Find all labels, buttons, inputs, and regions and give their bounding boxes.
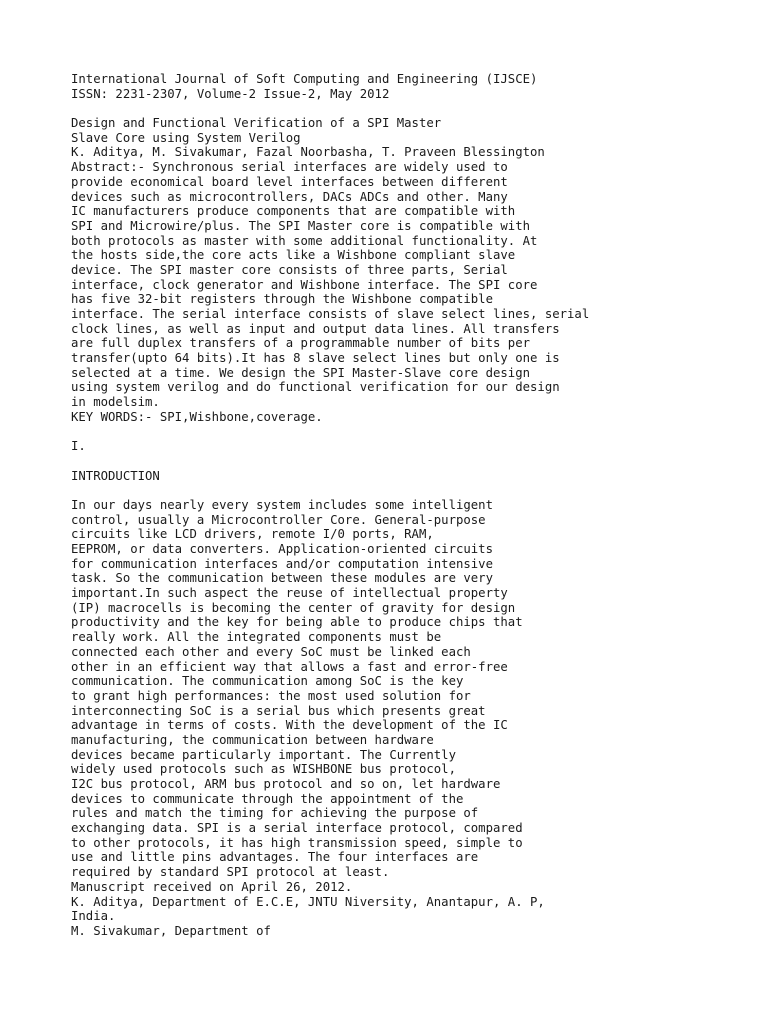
introduction-line: task. So the communication between these modules are very (71, 571, 493, 586)
paper-title (71, 116, 751, 145)
abstract-line: provide economical board level interfaces between different (71, 174, 508, 189)
introduction-line: control, usually a Microcontroller Core. General-purpose (71, 512, 486, 527)
abstract-line: devices such as microcontrollers, DACs ADCs and other. Many (71, 189, 508, 204)
introduction-line: required by standard SPI protocol at least. (71, 865, 390, 880)
introduction-line: interconnecting SoC is a serial bus which presents great (71, 703, 486, 718)
introduction-line: India. (71, 909, 116, 924)
introduction-line: K. Aditya, Department of E.C.E, JNTU Niversity, Anantapur, A. P, (71, 894, 545, 909)
section-title: INTRODUCTION (71, 468, 160, 483)
journal-title: International Journal of Soft Computing and Engineering (IJSCE) (71, 72, 538, 86)
abstract-line: are full duplex transfers of a programmable number of bits per (71, 336, 531, 351)
introduction-line: I2C bus protocol, ARM bus protocol and so on, let hardware (71, 777, 501, 791)
spacer (71, 425, 751, 440)
introduction-line: manufacturing, the communication between hardware (71, 732, 434, 747)
paper-title-line: Design and Functional Verification of a SPI Master (71, 116, 442, 131)
abstract-line: selected at a time. We design the SPI Master-Slave core design (71, 365, 531, 380)
introduction-body (71, 498, 751, 939)
paper-text (71, 72, 751, 939)
abstract-line: transfer(upto 64 bits).It has 8 slave select lines but only one is (71, 351, 560, 366)
introduction-line: use and little pins advantages. The four interfaces are (71, 850, 479, 865)
abstract-line: in modelsim. (71, 395, 160, 410)
introduction-line: devices became particularly important. The Currently (71, 747, 456, 762)
paper-title-line: Slave Core using System Verilog (71, 130, 301, 145)
abstract-line: interface, clock generator and Wishbone interface. The SPI core (71, 277, 538, 292)
introduction-line: communication. The communication among SoC is the key (71, 674, 464, 689)
abstract-line: Abstract:- Synchronous serial interfaces are widely used to (71, 160, 508, 175)
spacer (71, 483, 751, 498)
introduction-line: widely used protocols such as WISHBONE bus protocol, (71, 762, 456, 777)
spacer (71, 101, 751, 116)
introduction-line: Manuscript received on April 26, 2012. (71, 879, 353, 894)
section-number: I. (71, 439, 86, 454)
abstract (71, 160, 751, 410)
abstract-line: clock lines, as well as input and output data lines. All transfers (71, 321, 560, 336)
introduction-line: connected each other and every SoC must be linked each (71, 644, 471, 659)
introduction-line: rules and match the timing for achieving the purpose of (71, 806, 479, 821)
abstract-line: both protocols as master with some additional functionality. At (71, 233, 538, 248)
abstract-line: IC manufacturers produce components that are compatible with (71, 204, 516, 219)
introduction-line: for communication interfaces and/or computation intensive (71, 556, 493, 571)
introduction-line: really work. All the integrated components must be (71, 630, 442, 645)
abstract-line: using system verilog and do functional verification for our design (71, 380, 560, 395)
introduction-line: exchanging data. SPI is a serial interface protocol, compared (71, 821, 523, 836)
abstract-line: the hosts side,the core acts like a Wishbone compliant slave (71, 248, 516, 263)
abstract-line: has five 32-bit registers through the Wishbone compatible (71, 292, 493, 307)
keywords: KEY WORDS:- SPI,Wishbone,coverage. (71, 409, 323, 424)
abstract-line: SPI and Microwire/plus. The SPI Master core is compatible with (71, 218, 531, 233)
journal-issn: ISSN: 2231-2307, Volume-2 Issue-2, May 2012 (71, 86, 390, 101)
introduction-line: (IP) macrocells is becoming the center of gravity for design (71, 600, 516, 615)
introduction-line: to grant high performances: the most used solution for (71, 688, 471, 703)
introduction-line: to other protocols, it has high transmission speed, simple to (71, 835, 523, 850)
introduction-line: important.In such aspect the reuse of intellectual property (71, 586, 508, 601)
spacer (71, 454, 751, 469)
introduction-line: other in an efficient way that allows a fast and error-free (71, 659, 508, 674)
abstract-line: interface. The serial interface consists of slave select lines, serial (71, 307, 590, 321)
paper-authors: K. Aditya, M. Sivakumar, Fazal Noorbasha, T. Praveen Blessington (71, 145, 545, 160)
introduction-line: circuits like LCD drivers, remote I/0 ports, RAM, (71, 527, 434, 542)
introduction-line: productivity and the key for being able to produce chips that (71, 615, 523, 630)
introduction-line: devices to communicate through the appointment of the (71, 791, 464, 806)
introduction-line: M. Sivakumar, Department of (71, 923, 271, 938)
introduction-line: In our days nearly every system includes some intelligent (71, 497, 493, 512)
introduction-line: advantage in terms of costs. With the development of the IC (71, 718, 508, 733)
introduction-line: EEPROM, or data converters. Application-oriented circuits (71, 542, 493, 556)
abstract-line: device. The SPI master core consists of three parts, Serial (71, 262, 508, 277)
